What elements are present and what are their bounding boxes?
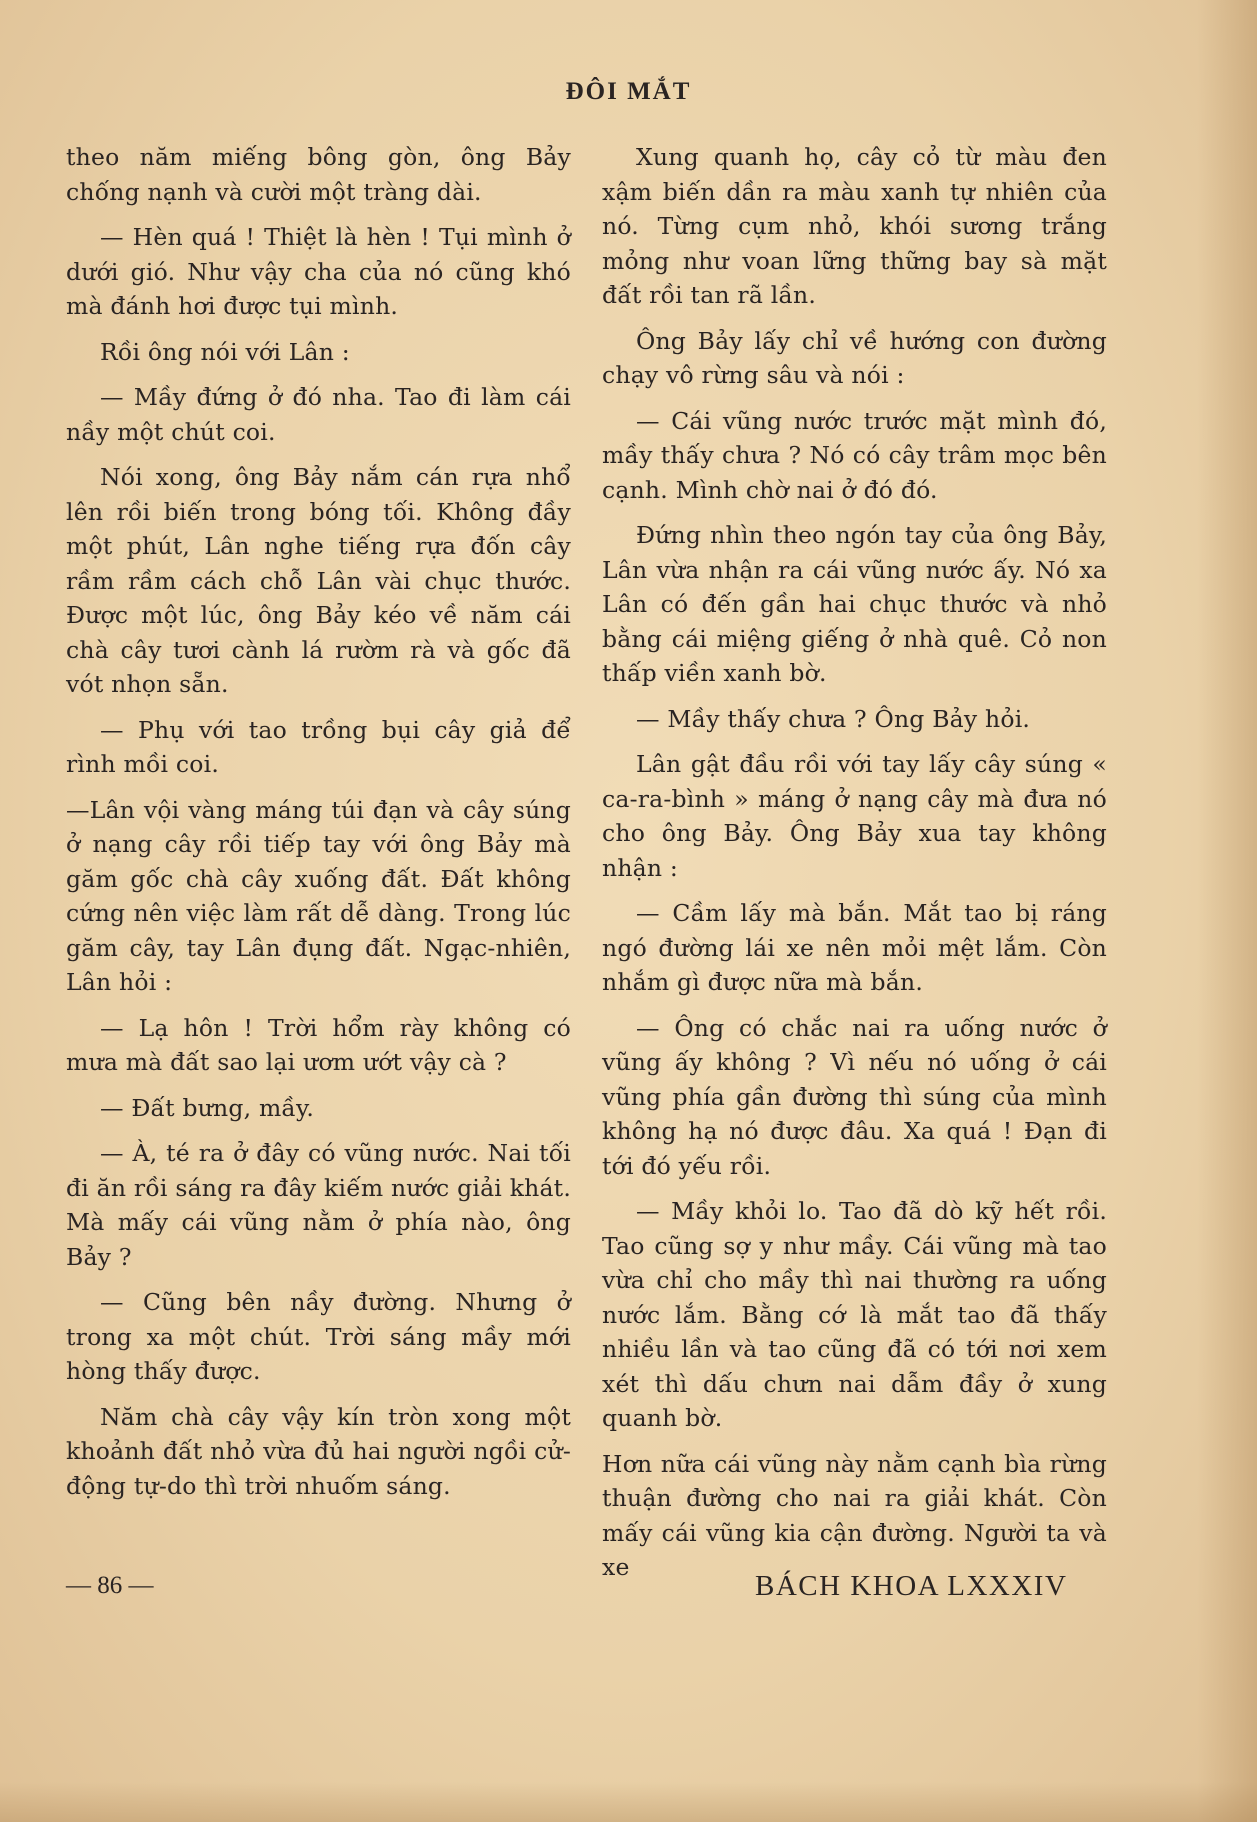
paragraph: — Cầm lấy mà bắn. Mắt tao bị ráng ngó đường lái xe nên mỏi mệt lắm. Còn nhắm gì được nữa mà bắn. [602, 899, 1107, 996]
page-edge-shadow-bottom [0, 1782, 1257, 1822]
paragraph: Nói xong, ông Bảy nắm cán rựa nhổ lên rồi biến trong bóng tối. Không đầy một phút, Lân nghe tiếng rựa đốn cây rầm rầm cách chỗ Lân vài chục thước. Được một lúc, ông Bảy kéo về năm cái chà cây tươi cành lá rườm rà và gốc đã vót nhọn sẵn. [66, 463, 571, 698]
paragraph: — Cũng bên nầy đường. Nhưng ở trong xa một chút. Trời sáng mầy mới hòng thấy được. [66, 1288, 571, 1385]
paragraph: theo năm miếng bông gòn, ông Bảy chống nạnh và cười một tràng dài. [66, 143, 571, 206]
paragraph: Rồi ông nói với Lân : [100, 337, 350, 366]
paragraph: — Hèn quá ! Thiệt là hèn ! Tụi mình ở dưới gió. Như vậy cha của nó cũng khó mà đánh hơi được tụi mình. [66, 223, 571, 320]
paragraph: — Phụ với tao trồng bụi cây giả để rình mồi coi. [66, 715, 571, 778]
paragraph: — Lạ hôn ! Trời hổm rày không có mưa mà đất sao lại ươm ướt vậy cà ? [66, 1013, 571, 1076]
running-title: ĐÔI MẮT [565, 78, 692, 105]
page-edge-shadow [1197, 0, 1257, 1822]
paragraph: Ông Bảy lấy chỉ về hướng con đường chạy vô rừng sâu và nói : [602, 326, 1107, 389]
paragraph: — Mầy khỏi lo. Tao đã dò kỹ hết rồi. Tao cũng sợ y như mầy. Cái vũng mà tao vừa chỉ cho mầy thì nai thường ra uống nước lắm. Bằng cớ là mắt tao đã thấy nhiều lần và tao cũng đã có tới nơi xem xét thì dấu chưn nai dẫm đầy ở xung quanh bờ. [602, 1197, 1107, 1432]
paragraph: Đứng nhìn theo ngón tay của ông Bảy, Lân vừa nhận ra cái vũng nước ấy. Nó xa Lân có đến gần hai chục thước và nhỏ bằng cái miệng giếng ở nhà quê. Cỏ non thấp viền xanh bờ. [602, 521, 1107, 687]
paragraph: — À, té ra ở đây có vũng nước. Nai tối đi ăn rồi sáng ra đây kiếm nước giải khát. Mà mấy cái vũng nằm ở phía nào, ông Bảy ? [66, 1139, 571, 1271]
publication-title: BÁCH KHOA LXXXIV [755, 1570, 1068, 1602]
paragraph: — Mầy đứng ở đó nha. Tao đi làm cái nầy một chút coi. [66, 383, 571, 446]
page-number: — 86 — [66, 1572, 154, 1599]
left-column [66, 140, 571, 1514]
right-column [602, 140, 1107, 1596]
paragraph: — Đất bưng, mầy. [100, 1093, 315, 1122]
paragraph: Năm chà cây vậy kín tròn xong một khoảnh đất nhỏ vừa đủ hai người ngồi cử-động tự-do thì trời nhuốm sáng. [66, 1402, 571, 1500]
paragraph: Xung quanh họ, cây cỏ từ màu đen xậm biến dần ra màu xanh tự nhiên của nó. Từng cụm nhỏ, khói sương trắng mỏng như voan lững thững bay sà mặt đất rồi tan rã lần. [602, 143, 1107, 309]
paragraph: — Ông có chắc nai ra uống nước ở vũng ấy không ? Vì nếu nó uống ở cái vũng phía gần đường thì súng của mình không hạ nó được đâu. Xa quá ! Đạn đi tới đó yếu rồi. [602, 1013, 1107, 1180]
paragraph: —Lân vội vàng máng túi đạn và cây súng ở nạng cây rồi tiếp tay với ông Bảy mà găm gốc chà cây xuống đất. Đất không cứng nên việc làm rất dễ dàng. Trong lúc găm cây, tay Lân đụng đất. Ngạc-nhiên, Lân hỏi : [66, 795, 571, 996]
paragraph: — Cái vũng nước trước mặt mình đó, mầy thấy chưa ? Nó có cây trâm mọc bên cạnh. Mình chờ nai ở đó đó. [602, 406, 1107, 504]
paragraph: Hơn nữa cái vũng này nằm cạnh bìa rừng thuận đường cho nai ra giải khát. Còn mấy cái vũng kia cận đường. Người ta và xe [602, 1449, 1107, 1581]
paragraph: Lân gật đầu rồi với tay lấy cây súng « ca-ra-bình » máng ở nạng cây mà đưa nó cho ông Bảy. Ông Bảy xua tay không nhận : [602, 750, 1107, 882]
paragraph: — Mầy thấy chưa ? Ông Bảy hỏi. [636, 704, 1031, 733]
